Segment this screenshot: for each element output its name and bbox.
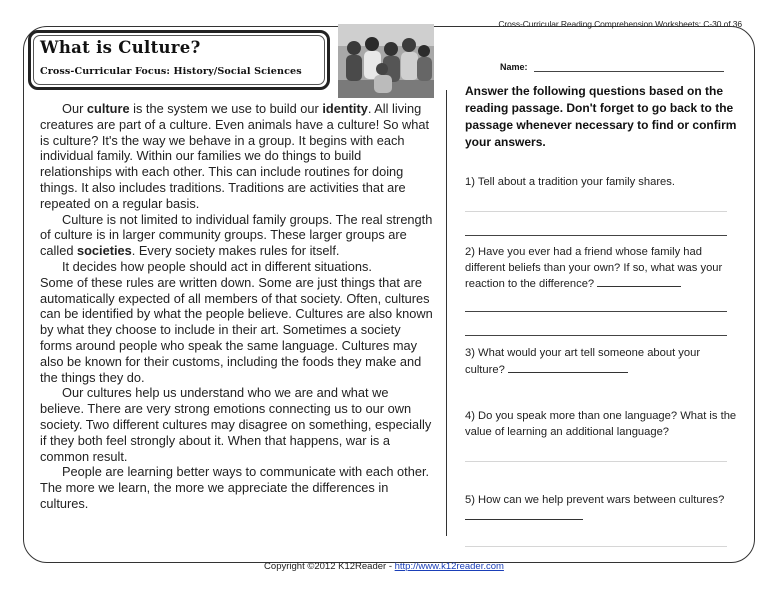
copyright-text: Copyright ©2012 K12Reader - [264, 561, 395, 572]
answer-line[interactable] [465, 311, 727, 312]
answer-line[interactable] [465, 461, 727, 462]
passage-paragraph [40, 212, 436, 259]
answer-line[interactable] [465, 546, 727, 547]
name-field[interactable] [534, 62, 724, 72]
question-2 [465, 245, 743, 293]
reading-passage [40, 101, 436, 512]
worksheet-subtitle: Cross-Curricular Focus: History/Social Sciences [40, 66, 302, 77]
instructions: Answer the following questions based on the reading passage. Don't forget to go back to the passage whenever necessary to find or confirm your answers. [465, 84, 737, 149]
answer-line[interactable] [465, 211, 727, 212]
passage-paragraph: It decides how people should act in different situations. [62, 258, 372, 274]
passage-paragraph: People are learning better ways to communicate with each other. The more we learn, the more we appreciate the differences in cultures. [40, 464, 430, 511]
passage-paragraph: Our cultures help us understand who we are and what we believe. There are very strong emotions connecting us to our own society. Two different cultures may disagree on something, especially if they both feel strongly about it. When that happens, war is a common result. [40, 385, 432, 464]
question-2-text: 2) Have you ever had a friend whose family had different beliefs than your own? If so, what was your reaction to the difference? [465, 246, 723, 290]
passage-text: . All living creatures are part of a culture. Even animals have a culture! So what is culture? It's the way we behave in a group. It begins with each individual family. Within our families we do things to build relationships with each other. This can include routines for doing things. It also includes traditions. Traditions are activities that are repeated on a regular basis. [40, 101, 430, 211]
question-4: 4) Do you speak more than one language? What is the value of learning an additional language? [465, 410, 737, 438]
name-label: Name: [500, 62, 528, 72]
name-row [500, 62, 724, 72]
header-note: Cross-Curricular Reading Comprehension Worksheets: C-30 of 36 [498, 19, 742, 29]
passage-paragraph [40, 101, 436, 212]
passage-text: Our [62, 101, 87, 116]
answer-blank[interactable] [597, 276, 681, 287]
answer-line[interactable] [465, 235, 727, 236]
passage-paragraph: Some of these rules are written down. Some are just things that are automatically expected of all members of that society. Often, cultures can be identified by what the people believe. Cultures are also known by what they choose to include in their art. Sometimes a society forms around people who speak the same language. Cultures may also be known for their customs, including the foods they make and the things they do. [40, 274, 433, 385]
question-3 [465, 346, 727, 378]
passage-text: . Every society makes rules for itself. [131, 243, 340, 259]
passage-text: Culture is not limited to individual family groups. The real strength of culture is in larger community groups. These larger groups are called [40, 211, 433, 259]
question-5-text: 5) How can we help prevent wars between cultures? [465, 494, 725, 506]
group-photo [338, 24, 434, 98]
k12reader-link[interactable]: http://www.k12reader.com [394, 561, 504, 572]
vocab-culture: culture [86, 101, 130, 116]
vocab-societies: societies [77, 243, 132, 259]
answer-line[interactable] [465, 335, 727, 336]
answer-blank[interactable] [508, 362, 628, 373]
column-divider [446, 90, 447, 536]
vocab-identity: identity [322, 101, 368, 116]
title-box [28, 30, 330, 90]
footer [0, 561, 768, 572]
passage-text: is the system we use to build our [129, 101, 323, 116]
question-3-text: 3) What would your art tell someone about your culture? [465, 347, 701, 376]
question-1: 1) Tell about a tradition your family shares. [465, 176, 675, 188]
worksheet-title: What is Culture? [40, 38, 201, 57]
answer-blank[interactable] [465, 509, 583, 520]
question-5 [465, 493, 727, 525]
